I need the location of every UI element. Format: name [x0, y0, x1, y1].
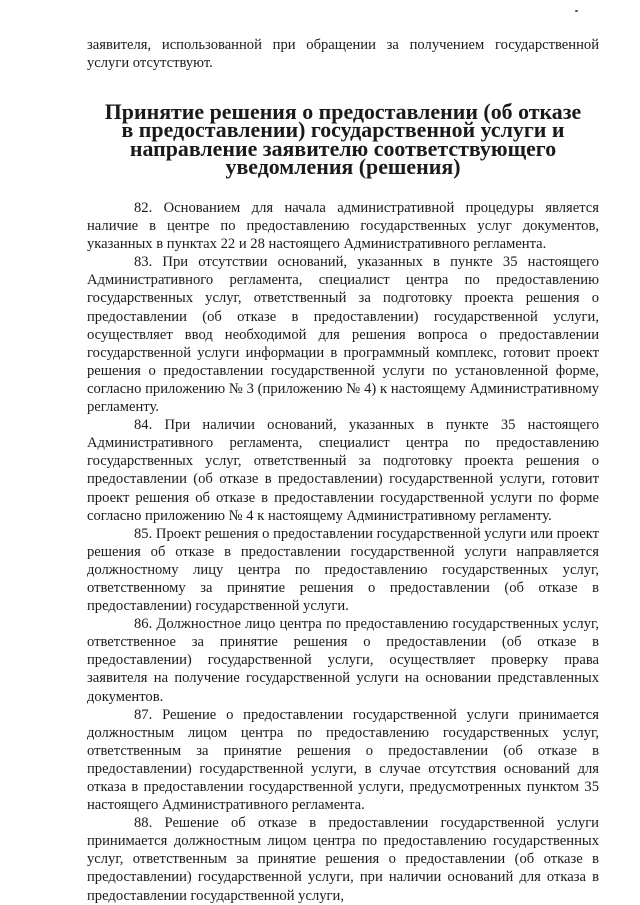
paragraph-85 — [87, 525, 599, 615]
paragraph-82 — [87, 199, 599, 253]
section-title: Принятие решения о предоставлении (об отказе в предоставлении) государственной услуги и направление заявителю соответствующего уведомления (решения) — [104, 99, 582, 179]
paragraph-text: Проект решения о предоставлении государственной услуги или проект решения об отказе в предоставлении государственной услуги направляется должностному лицу центра по предоставлению государственных услуг, ответственному за принятие решения о предоставлении (об отказе в предоставлении) государственной услуги. — [87, 525, 599, 615]
paragraph-84 — [87, 416, 599, 525]
paragraph-87 — [87, 706, 599, 815]
paragraph-88 — [87, 814, 599, 904]
paragraph-text: Должностное лицо центра по предоставлению государственных услуг, ответственное за принятие решения о предоставлении (об отказе в предоставлении) государственной услуги, осуществляет проверку права заявителя на получение государственной услуги на основании представленных документов. — [87, 616, 599, 705]
paragraph-number: 83. — [134, 254, 153, 271]
paragraph-text: Решение о предоставлении государственной услуги принимается должностным лицом центра по предоставлению государственных услуг, ответственным за принятие решения о предоставлении (об отказе в предоставлении) государственной услуги, в случае отсутствия оснований для отказа в предоставлении государственной услуги, предусмотренных пунктом 35 настоящего Административного регламента. — [87, 706, 599, 814]
paragraph-text: При наличии оснований, указанных в пункте 35 настоящего Административного регламента, специалист центра по предоставлению государственных услуг, ответственный за подготовку проекта решения о предоставлении (об отказе в предоставлении) государственной услуги, готовит проект решения об отказе в предоставлении государственной услуги по форме согласно приложению № 4 к настоящему Административному регламенту. — [87, 417, 599, 524]
intro-paragraph: заявителя, использованной при обращении за получением государственной услуги отсутствуют. — [87, 37, 599, 72]
paragraph-number: 84. — [134, 417, 153, 434]
paragraph-text: При отсутствии оснований, указанных в пункте 35 настоящего Административного регламента, специалист центра по предоставлению государственных услуг, ответственный за подготовку проекта решения о предоставлении (об отказе в предоставлении) государственной услуги, осуществляет ввод необходимой для решения вопроса о предоставлении государственной услуги информации в программный комплекс, готовит проект решения о предоставлении государственной услуги по установленной форме, согласно приложению № 3 (приложению № 4) к настоящему Административному регламенту. — [87, 254, 599, 416]
paragraph-text: Основанием для начала административной процедуры является наличие в центре по предоставлению государственных услуг документов, указанных в пунктах 22 и 28 настоящего Административного регламента. — [87, 200, 599, 253]
scan-speck — [575, 10, 578, 12]
paragraph-86 — [87, 615, 599, 705]
paragraph-number: 86. — [134, 616, 153, 633]
document-page — [87, 36, 599, 905]
paragraph-number: 82. — [134, 200, 153, 216]
paragraph-number: 85. — [134, 525, 153, 542]
paragraph-83 — [87, 253, 599, 416]
paragraph-text: Решение об отказе в предоставлении государственной услуги принимается должностным лицом центра по предоставлению государственных услуг, ответственным за принятие решения о предоставлении (об отказе в предоставлении) государственной услуги, при наличии оснований для отказа в предоставлении государственной услуги, — [87, 815, 599, 904]
paragraph-number: 87. — [134, 706, 153, 723]
paragraph-number: 88. — [134, 815, 153, 832]
